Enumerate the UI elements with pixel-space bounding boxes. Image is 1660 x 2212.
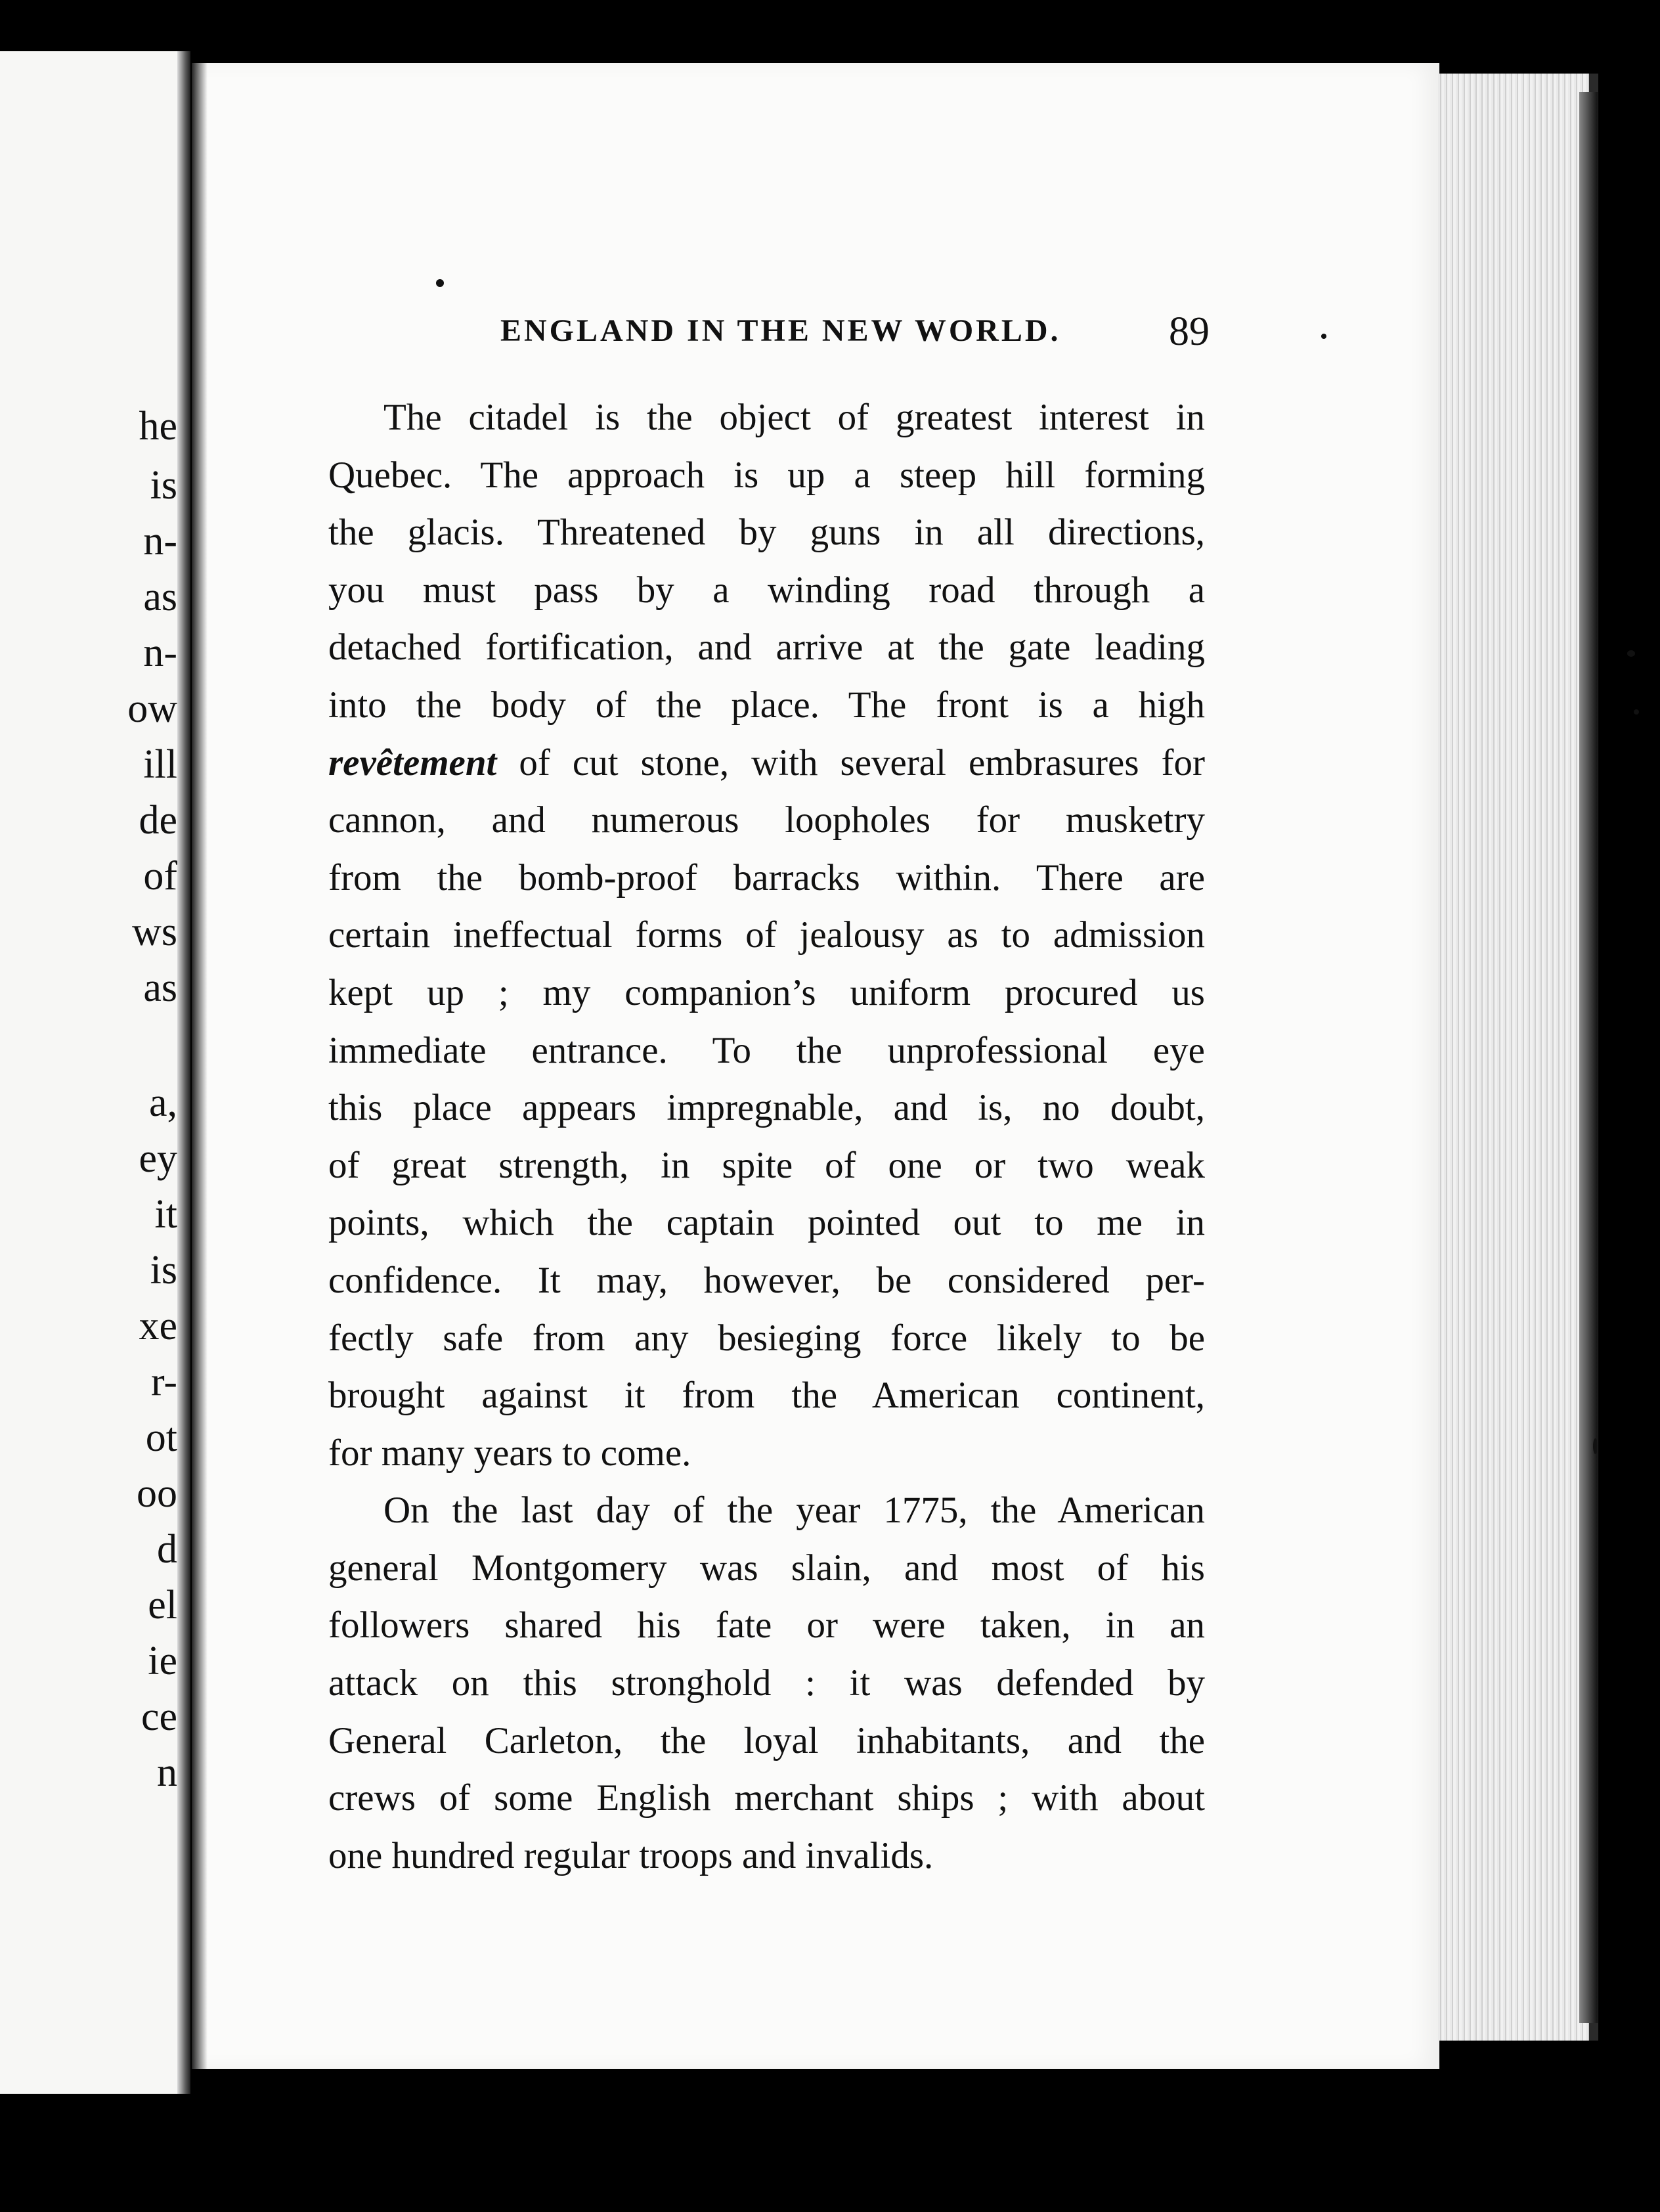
paragraph-1-line-with-italic [328, 734, 1205, 792]
paragraph-1-line: into the body of the place. The front is a high [328, 684, 1205, 726]
paragraph-2-line: one hundred regular troops and invalids. [328, 1834, 934, 1876]
body-text [328, 389, 1205, 1884]
paragraph-2-line: On the last day of the year 1775, the American [383, 1490, 1205, 1532]
page-number: 89 [1169, 309, 1210, 354]
left-fragment: de [139, 798, 177, 843]
left-fragment: it [154, 1192, 177, 1237]
left-fragment: n- [143, 519, 177, 564]
paragraph-2-line: attack on this stronghold : it was defended by [328, 1662, 1205, 1704]
left-fragment: he [139, 404, 177, 449]
left-fragment: is [150, 463, 177, 508]
paragraph-1-line: detached fortification, and arrive at the gate leading [328, 627, 1205, 669]
italic-term: revêtement [328, 741, 497, 784]
paragraph-1-line: immediate entrance. To the unprofessional eye [328, 1029, 1205, 1071]
paragraph-1-line: brought against it from the American continent, [328, 1375, 1205, 1417]
running-head [500, 309, 1210, 355]
left-page-text-fragments [0, 51, 177, 2094]
left-fragment: xe [139, 1304, 177, 1348]
paragraph-1-line: you must pass by a winding road through a [328, 569, 1205, 611]
left-fragment: ws [132, 910, 177, 954]
left-fragment: oo [137, 1471, 177, 1516]
left-fragment: is [150, 1248, 177, 1293]
left-fragment: n [157, 1750, 177, 1795]
paragraph-1-line: confidence. It may, however, be considered per- [328, 1259, 1205, 1301]
scan-speck [1321, 334, 1326, 339]
scan-speck [1627, 650, 1635, 657]
left-fragment: of [143, 854, 177, 898]
paragraph-1-line: points, which the captain pointed out to me in [328, 1202, 1205, 1244]
paragraph-1-line: kept up ; my companion’s uniform procured us [328, 971, 1205, 1013]
paragraph-1-line: for many years to come. [328, 1432, 691, 1474]
paragraph-1-line: from the bomb-proof barracks within. There are [328, 856, 1205, 898]
left-fragment: ow [127, 686, 177, 731]
book-cover-edge [1579, 92, 1598, 2023]
left-fragment: a, [148, 1080, 177, 1125]
left-fragment: n- [143, 630, 177, 675]
scan-speck [436, 279, 444, 287]
paragraph-2-line: followers shared his fate or were taken, in an [328, 1604, 1205, 1647]
paragraph-1-line: fectly safe from any besieging force likely to be [328, 1317, 1205, 1359]
left-fragment: el [148, 1583, 177, 1627]
paragraph-2-line: crews of some English merchant ships ; with about [328, 1777, 1205, 1819]
left-fragment: ie [148, 1639, 177, 1683]
scan-speck [1634, 709, 1639, 715]
left-fragment: as [143, 575, 177, 619]
scan-speck [1593, 1438, 1598, 1454]
left-fragment: as [143, 965, 177, 1010]
book-gutter [177, 51, 190, 2094]
paragraph-1-line: The citadel is the object of greatest interest in [383, 397, 1205, 438]
left-fragment: d [157, 1527, 177, 1572]
paragraph-1-line: the glacis. Threatened by guns in all directions, [328, 512, 1205, 554]
left-fragment: ot [145, 1415, 177, 1460]
running-head-title: ENGLAND IN THE NEW WORLD. [500, 313, 1061, 348]
left-fragment: ill [143, 742, 177, 787]
left-fragment: ey [139, 1136, 177, 1181]
left-facing-page [0, 51, 190, 2094]
left-fragment: r- [150, 1360, 177, 1404]
paragraph-2-line: General Carleton, the loyal inhabitants, and the [328, 1719, 1205, 1761]
paragraph-2-line: general Montgomery was slain, and most of his [328, 1547, 1205, 1589]
paragraph-1-line: of great strength, in spite of one or two weak [328, 1144, 1205, 1186]
book-page-edges [1438, 74, 1598, 2041]
paragraph-1-line-rest: of cut stone, with several embrasures for [519, 741, 1205, 784]
gutter-shadow [192, 63, 207, 2069]
paragraph-1-line: this place appears impregnable, and is, no doubt, [328, 1087, 1205, 1129]
paragraph-1-line: Quebec. The approach is up a steep hill forming [328, 454, 1205, 496]
paragraph-1-line: cannon, and numerous loopholes for musketry [328, 799, 1205, 841]
paragraph-1-line: certain ineffectual forms of jealousy as to admission [328, 914, 1205, 956]
left-fragment: ce [141, 1694, 177, 1739]
